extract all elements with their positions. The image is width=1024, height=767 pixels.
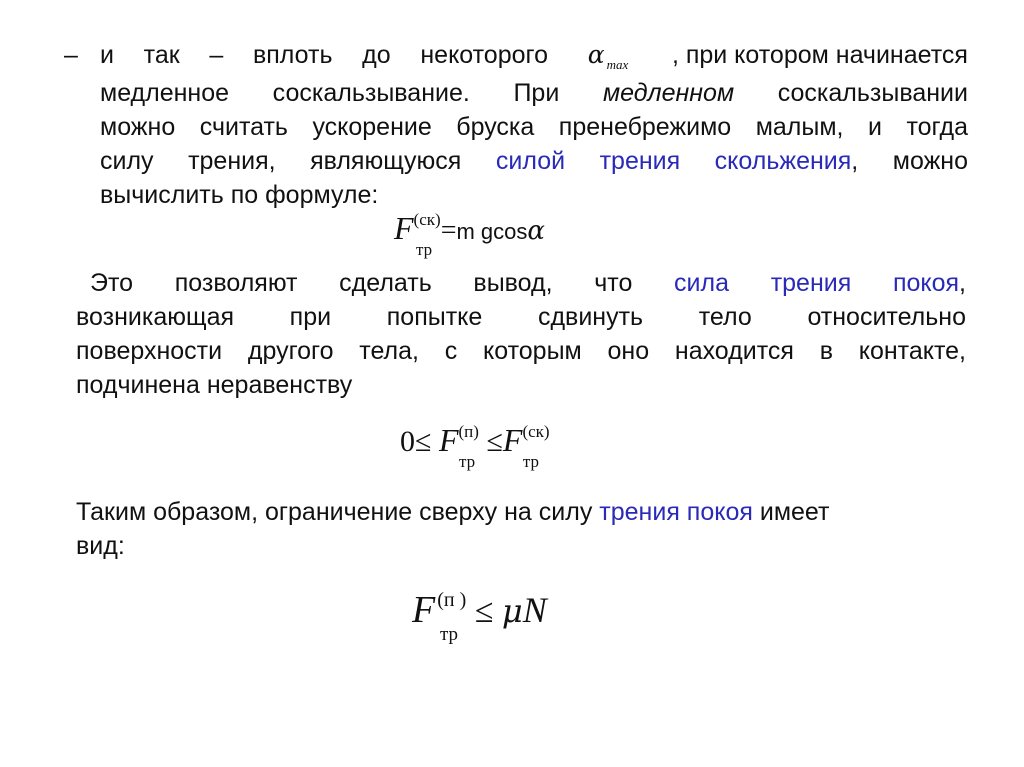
superscript: (п ) <box>437 589 467 611</box>
paragraph2-line2: возникающая при попытке сдвинуть тело относительно <box>76 303 966 331</box>
static-friction-term <box>412 588 467 645</box>
formula-sliding-friction <box>394 210 545 260</box>
paragraph1-line2 <box>100 76 968 110</box>
formula-upper-limit <box>412 588 547 645</box>
paragraph1-line3: можно считать ускорение бруска пренебрежимо малым, и тогда <box>100 113 968 141</box>
paragraph3-line2: вид: <box>76 532 125 560</box>
paragraph1-line1 <box>64 38 968 76</box>
text: , <box>959 269 966 297</box>
paragraph2-line1 <box>76 266 966 300</box>
subscript: тр <box>522 452 540 471</box>
word: вплоть <box>252 41 333 69</box>
bullet-dash: – <box>64 41 78 69</box>
subscript: тр <box>416 240 433 259</box>
paragraph3-line1 <box>76 495 966 529</box>
text: , можно <box>851 147 969 175</box>
superscript: (п) <box>458 422 479 441</box>
text: имеет <box>759 498 830 526</box>
force-symbol: F <box>394 210 414 246</box>
paragraph-slow-sliding <box>64 38 968 212</box>
force-symbol: F <box>412 589 436 631</box>
zero: 0 <box>400 425 415 458</box>
sliding-friction-term <box>502 422 550 471</box>
le-sign: ≤ <box>415 425 432 458</box>
line1-words <box>100 38 968 76</box>
subscript: тр <box>440 624 459 645</box>
emphasis-slow: медленном <box>602 79 735 107</box>
mu-symbol: μ <box>501 592 523 630</box>
text: медленное соскальзывание. При <box>100 79 560 107</box>
alpha-subscript: max <box>606 57 629 72</box>
paragraph2-line3: поверхности другого тела, с которым оно находится в контакте, <box>76 337 966 365</box>
text: соскальзывании <box>777 79 968 107</box>
line1-tail: , при котором начинается <box>671 41 968 69</box>
paragraph-upper-limit <box>76 495 966 563</box>
le-sign: ≤ <box>474 593 494 630</box>
formula-inequality <box>400 422 550 471</box>
paragraph2-line4: подчинена неравенству <box>76 371 353 399</box>
word: до <box>362 41 391 69</box>
subscript: тр <box>458 452 476 471</box>
link-static-friction[interactable]: сила трения покоя <box>674 269 960 297</box>
le-sign: ≤ <box>486 425 503 458</box>
text: силу трения, являющуюся <box>100 147 462 175</box>
static-friction-term <box>438 422 479 471</box>
link-static-friction-2[interactable]: трения покоя <box>599 498 753 526</box>
link-sliding-friction[interactable]: силой трения скольжения <box>495 147 852 175</box>
word: – <box>209 41 224 69</box>
alpha-symbol: α <box>527 216 545 246</box>
text: Это позволяют сделать вывод, что <box>90 269 633 297</box>
force-symbol: F <box>438 422 459 458</box>
superscript: (ск) <box>413 210 441 229</box>
word: некоторого <box>420 41 548 69</box>
formula-rhs: m gcos <box>456 219 528 244</box>
force-symbol: F <box>502 422 523 458</box>
paragraph-static-friction <box>76 266 966 402</box>
alpha-glyph: α <box>587 40 605 69</box>
paragraph1-line4 <box>100 144 968 178</box>
paragraph1-line5: вычислить по формуле: <box>100 181 379 209</box>
superscript: (ск) <box>522 422 550 441</box>
alpha-max-symbol <box>588 38 629 76</box>
text: Таким образом, ограничение сверху на силу <box>76 498 593 526</box>
word: так <box>143 41 180 69</box>
normal-force-symbol: N <box>522 590 547 630</box>
equals-sign: = <box>440 215 457 246</box>
word: и <box>100 41 114 69</box>
